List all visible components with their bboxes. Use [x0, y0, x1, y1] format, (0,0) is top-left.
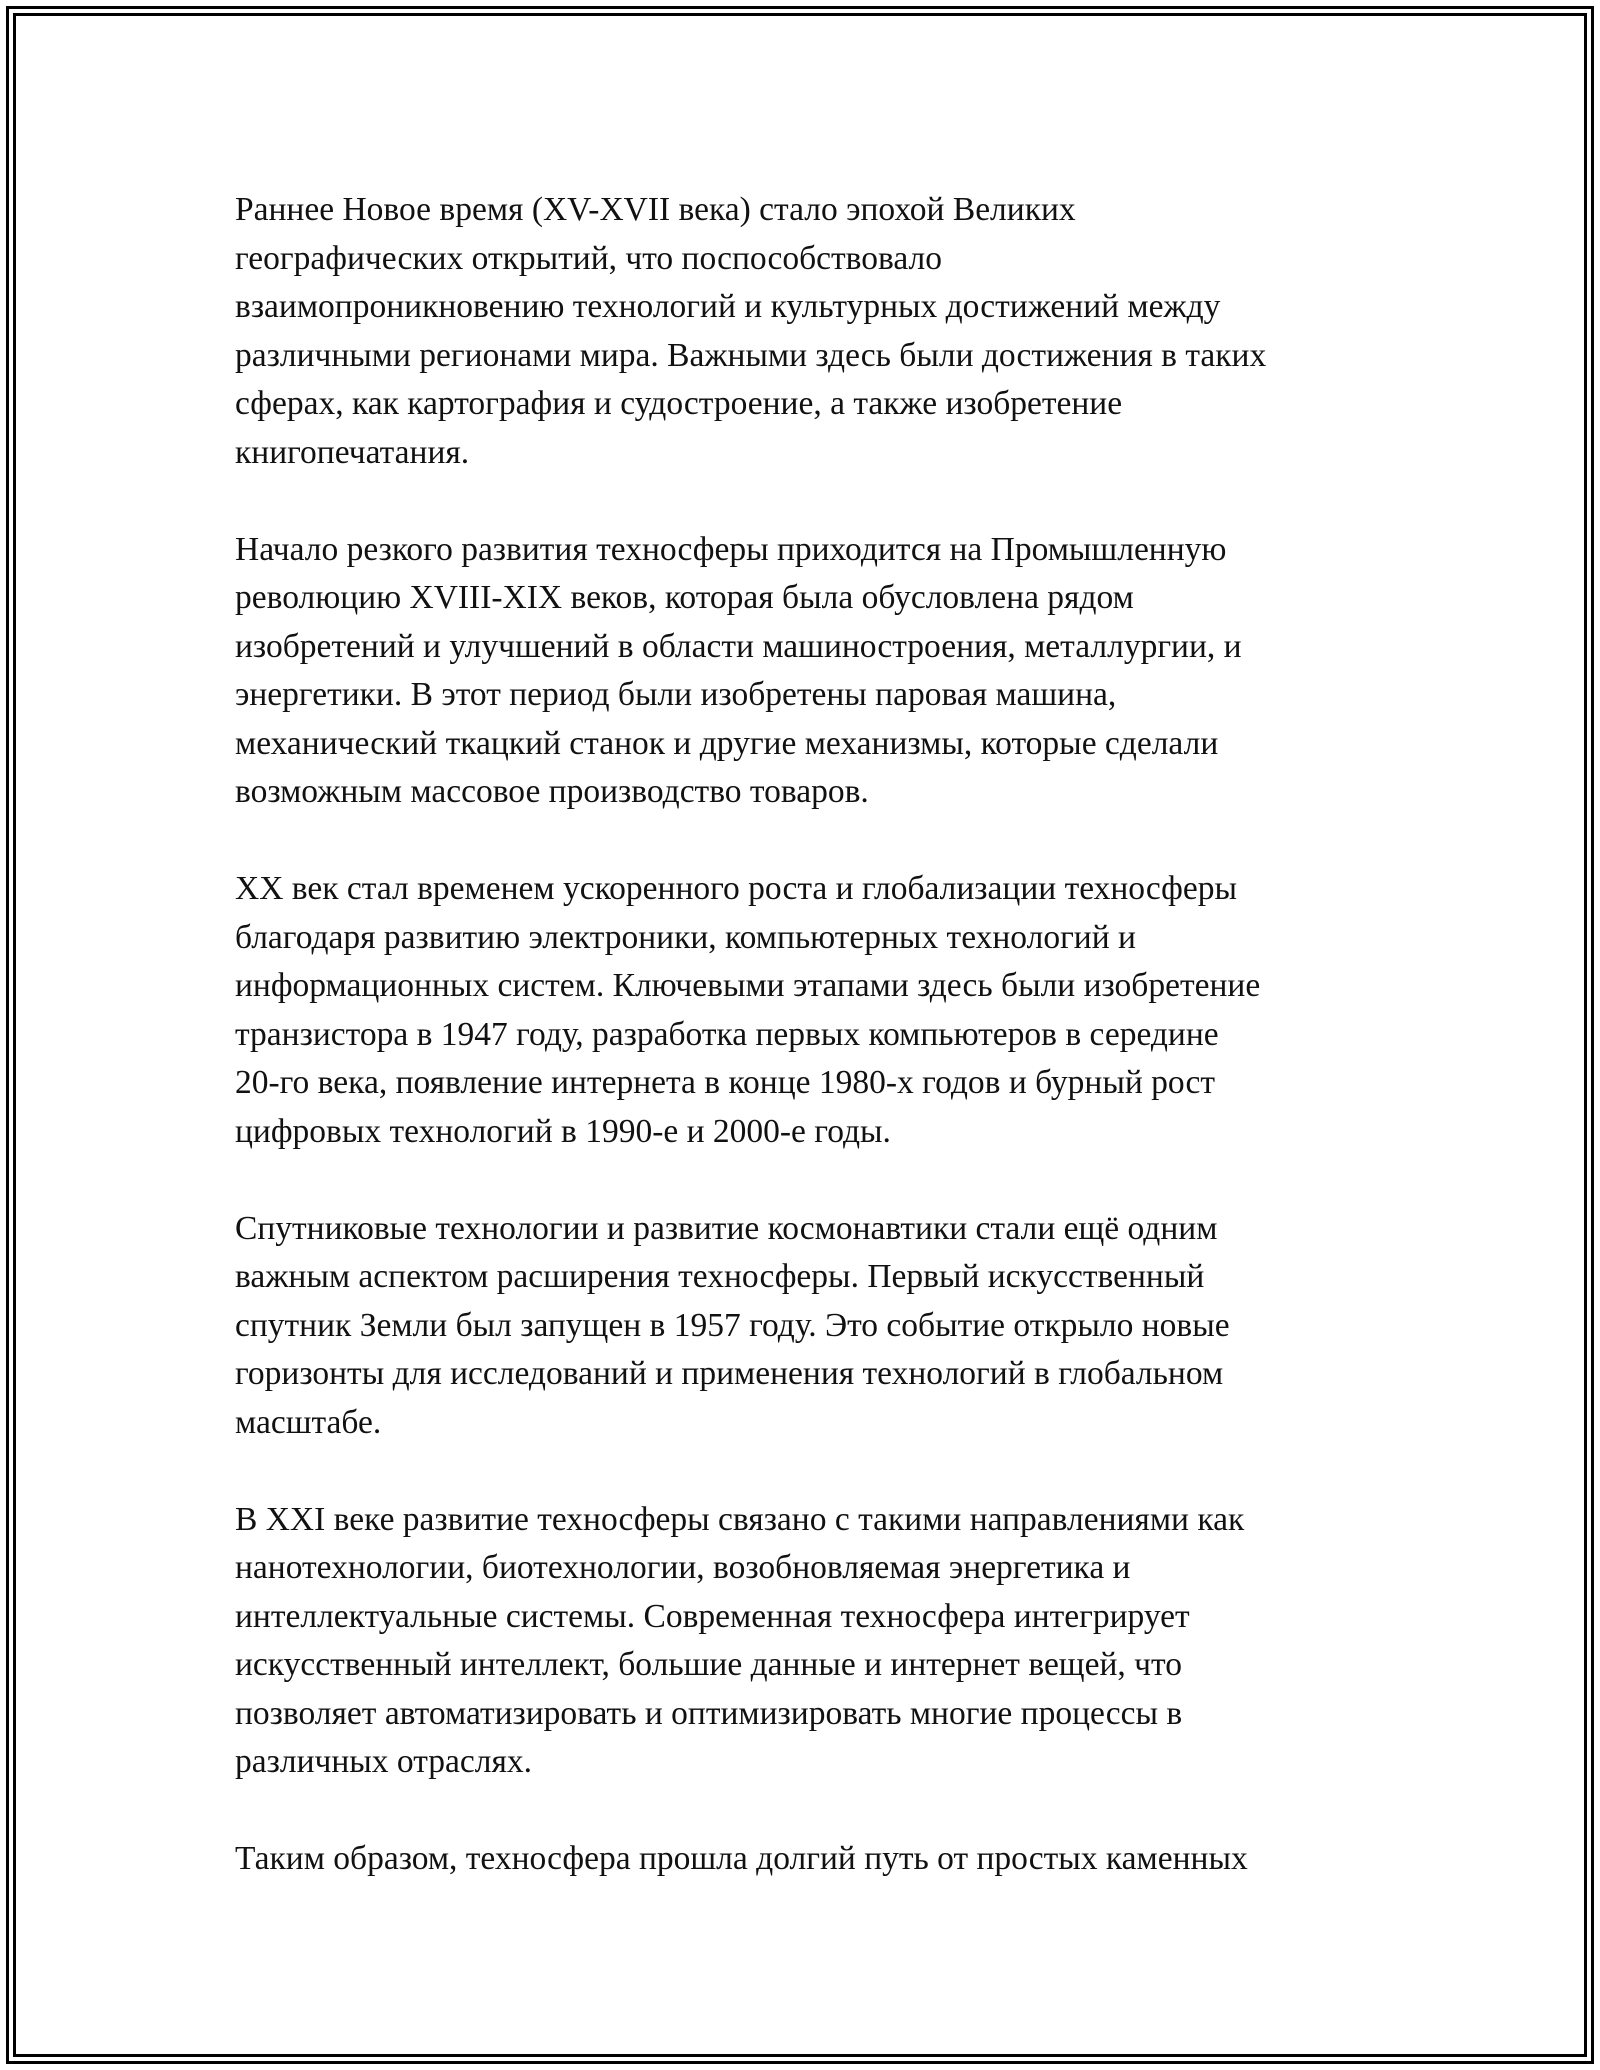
- paragraph-industrial-revolution: [235, 526, 1395, 817]
- text-line: цифровых технологий в 1990-е и 2000-е годы.: [235, 1112, 891, 1150]
- text-line: искусственный интеллект, большие данные и интернет вещей, что: [235, 1646, 1182, 1683]
- text-line: транзистора в 1947 году, разработка первых компьютеров в середине: [235, 1015, 1219, 1053]
- text-line: взаимопроникновению технологий и культурных достижений между: [235, 288, 1221, 325]
- text-line: интеллектуальные системы. Современная техносфера интегрирует: [235, 1597, 1190, 1635]
- paragraph-twentieth-century: [235, 865, 1395, 1156]
- paragraph-twenty-first-century: [235, 1496, 1395, 1787]
- text-line: энергетики. В этот период были изобретены паровая машина,: [235, 676, 1117, 713]
- text-line: Таким образом, техносфера прошла долгий путь от простых каменных: [235, 1840, 1248, 1877]
- text-line: горизонты для исследований и применения технологий в глобальном: [235, 1355, 1224, 1392]
- text-line: важным аспектом расширения техносферы. Первый искусственный: [235, 1258, 1205, 1295]
- text-line: Раннее Новое время (XV-XVII века) стало эпохой Великих: [235, 191, 1076, 228]
- text-line: Спутниковые технологии и развитие космонавтики стали ещё одним: [235, 1209, 1218, 1247]
- text-line: XX век стал временем ускоренного роста и глобализации техносферы: [235, 870, 1238, 907]
- text-line: сферах, как картография и судостроение, а также изобретение: [235, 385, 1123, 422]
- document-body: [235, 186, 1395, 1932]
- paragraph-space-technology: [235, 1205, 1395, 1448]
- text-line: революцию XVIII-XIX веков, которая была обусловлена рядом: [235, 579, 1134, 616]
- text-line: различными регионами мира. Важными здесь были достижения в таких: [235, 336, 1267, 374]
- text-line: возможным массовое производство товаров.: [235, 773, 869, 810]
- text-line: механический ткацкий станок и другие механизмы, которые сделали: [235, 724, 1219, 762]
- text-line: изобретений и улучшений в области машиностроения, металлургии, и: [235, 627, 1242, 665]
- paragraph-conclusion: [235, 1835, 1395, 1884]
- paragraph-early-modern: [235, 186, 1395, 477]
- text-line: Начало резкого развития техносферы приходится на Промышленную: [235, 530, 1227, 568]
- text-line: спутник Земли был запущен в 1957 году. Это событие открыло новые: [235, 1306, 1230, 1344]
- text-line: благодаря развитию электроники, компьютерных технологий и: [235, 918, 1136, 956]
- text-line: географических открытий, что поспособствовало: [235, 239, 942, 277]
- text-line: позволяет автоматизировать и оптимизировать многие процессы в: [235, 1694, 1183, 1732]
- text-line: масштабе.: [235, 1403, 382, 1441]
- text-line: книгопечатания.: [235, 433, 470, 471]
- text-line: различных отраслях.: [235, 1743, 533, 1780]
- text-line: В XXI веке развитие техносферы связано с такими направлениями как: [235, 1500, 1245, 1538]
- text-line: нанотехнологии, биотехнологии, возобновляемая энергетика и: [235, 1549, 1131, 1586]
- text-line: информационных систем. Ключевыми этапами здесь были изобретение: [235, 967, 1261, 1004]
- text-line: 20-го века, появление интернета в конце 1980-х годов и бурный рост: [235, 1064, 1216, 1101]
